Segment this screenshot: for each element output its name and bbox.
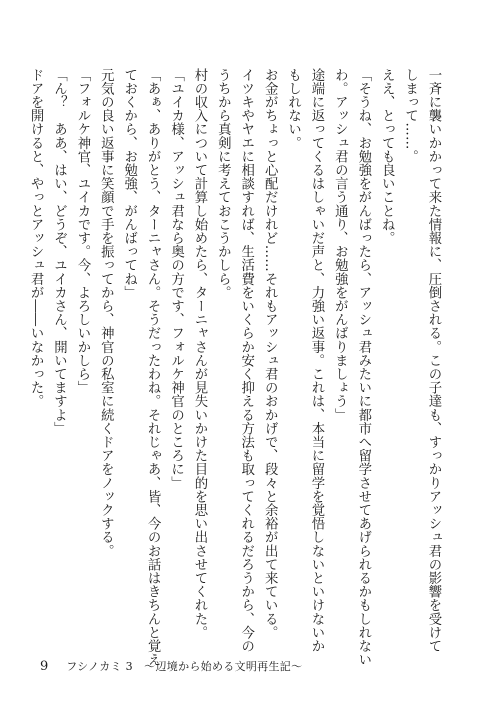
text-line: ておくから、お勉強、がんばってね」 [121,68,137,300]
page-number: 9 [40,659,49,674]
text-line: イツキやヤエに相談すれば、生活費をいくらか安く抑える方法も取ってくれるだろうから、今の [238,68,254,653]
text-line: ええ、とっても良いことね。 [379,68,395,245]
text-line: しまって……。 [402,68,418,164]
text-line: 「あぁ、ありがとう、ターニャさん。そうだったわね。それじゃあ、皆、今のお話はきちんと覚え [145,68,161,667]
text-line: 村の収入について計算し始めたら、ターニャさんが見失いかけた目的を思い出させてくれた。 [191,68,207,640]
text-line: 「ユイカ様、アッシュ君なら奥の方です、フォルケ神官のところに」 [168,68,184,490]
text-line: 「そうね、お勉強をがんばったら、アッシュ君みたいに都市へ留学させてあげられるかもしれない [355,68,371,667]
running-title: フシノカミ 3 ～辺境から始める文明再生記～ [66,660,303,673]
text-line: 元気の良い返事に笑顔で手を振ってから、神官の私室に続くドアをノックする。 [98,68,114,558]
text-line: わ。アッシュ君の言う通り、お勉強をがんばりましょう」 [332,68,348,422]
text-line: ドアを開けると、やっとアッシュ君が――いなかった。 [28,68,44,408]
text-line: 「ん？ ああ、はい、どうぞ、ユイカさん、開いてますよ」 [51,68,67,436]
text-line: うちから真剣に考えておこうかしら。 [215,68,231,300]
page-footer [40,658,302,674]
text-line: 「フォルケ神官、ユイカです。今、よろしいかしら」 [74,68,90,395]
text-line: お金がちょっと心配だけれど……それもアッシュ君のおかげで、段々と余裕が出て来ている。 [262,68,278,640]
text-line: 一斉に襲いかかって来た情報に、圧倒される。この子達も、すっかりアッシュ君の影響を受けて [426,68,441,653]
text-line: 途端に返ってくるはしゃいだ声と、力強い返事。これは、本当に留学を覚悟しないといけないか [308,68,324,653]
text-line: もしれない。 [285,68,301,150]
